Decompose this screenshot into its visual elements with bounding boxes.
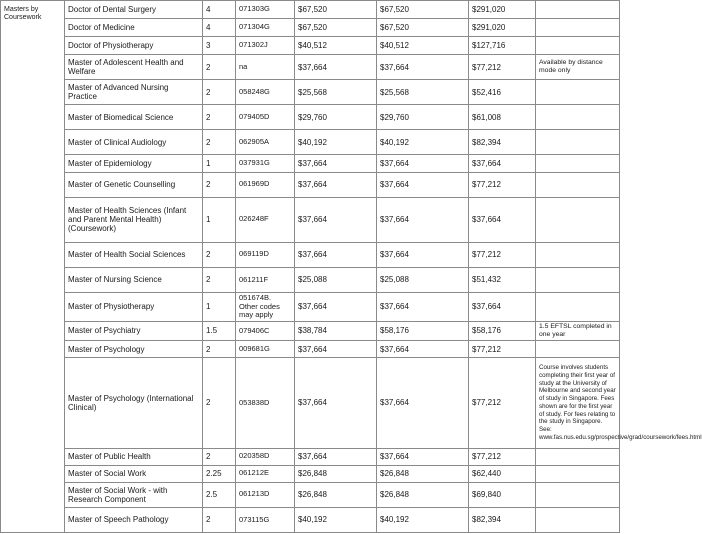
course-name-cell: Master of Psychology (International Clinical) — [65, 358, 203, 448]
course-name-cell: Master of Nursing Science — [65, 267, 203, 292]
total-fee-cell: $291,020 — [469, 19, 536, 37]
note-cell — [536, 465, 620, 482]
duration-cell: 2 — [203, 80, 236, 105]
total-fee-cell: $77,212 — [469, 55, 536, 80]
cricos-code-cell: 053838D — [236, 358, 295, 448]
table-row — [1, 465, 620, 482]
year-fee-cell: $58,176 — [377, 321, 469, 340]
table-row — [1, 267, 620, 292]
annual-fee-cell: $40,192 — [295, 130, 377, 155]
cricos-code-cell: 079406C — [236, 321, 295, 340]
table-row — [1, 55, 620, 80]
year-fee-cell: $25,088 — [377, 267, 469, 292]
annual-fee-cell: $37,664 — [295, 448, 377, 465]
annual-fee-cell: $25,088 — [295, 267, 377, 292]
annual-fee-cell: $37,664 — [295, 292, 377, 321]
table-row — [1, 130, 620, 155]
group-label: Masters by Coursework — [1, 1, 65, 533]
annual-fee-cell: $67,520 — [295, 19, 377, 37]
cricos-code-cell: na — [236, 55, 295, 80]
table-row — [1, 19, 620, 37]
annual-fee-cell: $37,664 — [295, 341, 377, 358]
duration-cell: 2.5 — [203, 482, 236, 507]
cricos-code-cell: 061212E — [236, 465, 295, 482]
note-cell — [536, 37, 620, 55]
duration-cell: 2 — [203, 358, 236, 448]
table-row — [1, 448, 620, 465]
cricos-code-cell: 058248G — [236, 80, 295, 105]
course-name-cell: Master of Social Work — [65, 465, 203, 482]
duration-cell: 4 — [203, 1, 236, 19]
total-fee-cell: $61,008 — [469, 105, 536, 130]
duration-cell: 1 — [203, 292, 236, 321]
cricos-code-cell: 026248F — [236, 197, 295, 242]
year-fee-cell: $40,512 — [377, 37, 469, 55]
duration-cell: 1.5 — [203, 321, 236, 340]
total-fee-cell: $69,840 — [469, 482, 536, 507]
course-name-cell: Master of Psychology — [65, 341, 203, 358]
duration-cell: 2 — [203, 267, 236, 292]
duration-cell: 2 — [203, 55, 236, 80]
note-cell — [536, 267, 620, 292]
note-cell: 1.5 EFTSL completed in one year — [536, 321, 620, 340]
year-fee-cell: $37,664 — [377, 55, 469, 80]
note-cell — [536, 482, 620, 507]
duration-cell: 2 — [203, 507, 236, 532]
cricos-code-cell: 071303G — [236, 1, 295, 19]
note-cell — [536, 105, 620, 130]
year-fee-cell: $67,520 — [377, 1, 469, 19]
annual-fee-cell: $29,760 — [295, 105, 377, 130]
course-name-cell: Doctor of Dental Surgery — [65, 1, 203, 19]
total-fee-cell: $52,416 — [469, 80, 536, 105]
annual-fee-cell: $37,664 — [295, 242, 377, 267]
note-cell — [536, 197, 620, 242]
course-name-cell: Master of Physiotherapy — [65, 292, 203, 321]
table-row — [1, 292, 620, 321]
table-row — [1, 80, 620, 105]
course-name-cell: Master of Health Sciences (Infant and Parent Mental Health)(Coursework) — [65, 197, 203, 242]
annual-fee-cell: $37,664 — [295, 197, 377, 242]
year-fee-cell: $37,664 — [377, 341, 469, 358]
table-row — [1, 341, 620, 358]
course-name-cell: Master of Speech Pathology — [65, 507, 203, 532]
total-fee-cell: $77,212 — [469, 358, 536, 448]
note-cell — [536, 341, 620, 358]
table-row — [1, 358, 620, 448]
cricos-code-cell: 061211F — [236, 267, 295, 292]
duration-cell: 2.25 — [203, 465, 236, 482]
total-fee-cell: $82,394 — [469, 507, 536, 532]
course-name-cell: Master of Biomedical Science — [65, 105, 203, 130]
table-row — [1, 507, 620, 532]
cricos-code-cell: 073115G — [236, 507, 295, 532]
annual-fee-cell: $37,664 — [295, 172, 377, 197]
course-name-cell: Master of Social Work - with Research Component — [65, 482, 203, 507]
total-fee-cell: $77,212 — [469, 242, 536, 267]
course-name-cell: Master of Health Social Sciences — [65, 242, 203, 267]
year-fee-cell: $67,520 — [377, 19, 469, 37]
cricos-code-cell: 061213D — [236, 482, 295, 507]
year-fee-cell: $37,664 — [377, 292, 469, 321]
duration-cell: 2 — [203, 242, 236, 267]
year-fee-cell: $37,664 — [377, 172, 469, 197]
note-cell — [536, 507, 620, 532]
note-cell — [536, 80, 620, 105]
cricos-code-cell: 061969D — [236, 172, 295, 197]
table-row — [1, 172, 620, 197]
cricos-code-cell: 062905A — [236, 130, 295, 155]
cricos-code-cell: 051674B. Other codes may apply — [236, 292, 295, 321]
year-fee-cell: $37,664 — [377, 242, 469, 267]
annual-fee-cell: $37,664 — [295, 358, 377, 448]
cricos-code-cell: 009681G — [236, 341, 295, 358]
note-cell — [536, 448, 620, 465]
cricos-code-cell: 069119D — [236, 242, 295, 267]
total-fee-cell: $37,664 — [469, 155, 536, 172]
year-fee-cell: $37,664 — [377, 448, 469, 465]
duration-cell: 2 — [203, 105, 236, 130]
total-fee-cell: $58,176 — [469, 321, 536, 340]
total-fee-cell: $51,432 — [469, 267, 536, 292]
table-row — [1, 482, 620, 507]
course-name-cell: Master of Adolescent Health and Welfare — [65, 55, 203, 80]
annual-fee-cell: $37,664 — [295, 155, 377, 172]
duration-cell: 2 — [203, 448, 236, 465]
total-fee-cell: $62,440 — [469, 465, 536, 482]
annual-fee-cell: $26,848 — [295, 465, 377, 482]
total-fee-cell: $37,664 — [469, 292, 536, 321]
annual-fee-cell: $37,664 — [295, 55, 377, 80]
course-name-cell: Master of Public Health — [65, 448, 203, 465]
annual-fee-cell: $40,192 — [295, 507, 377, 532]
course-name-cell: Master of Advanced Nursing Practice — [65, 80, 203, 105]
note-cell: Course involves students completing their first year of study at the University of Melbourne and second year of study in Singapore. Fees shown are for the first year of study. For fees relating to the study in Singapore. See: www.fas.nus.edu.sg/prospective/grad/coursework/fees.html — [536, 358, 620, 448]
year-fee-cell: $26,848 — [377, 465, 469, 482]
annual-fee-cell: $25,568 — [295, 80, 377, 105]
duration-cell: 3 — [203, 37, 236, 55]
duration-cell: 2 — [203, 172, 236, 197]
total-fee-cell: $77,212 — [469, 448, 536, 465]
table-row — [1, 155, 620, 172]
course-name-cell: Doctor of Medicine — [65, 19, 203, 37]
table-row — [1, 37, 620, 55]
duration-cell: 1 — [203, 197, 236, 242]
cricos-code-cell: 037931G — [236, 155, 295, 172]
year-fee-cell: $37,664 — [377, 155, 469, 172]
table-row — [1, 1, 620, 19]
cricos-code-cell: 079405D — [236, 105, 295, 130]
year-fee-cell: $40,192 — [377, 507, 469, 532]
annual-fee-cell: $38,784 — [295, 321, 377, 340]
note-cell — [536, 172, 620, 197]
note-cell — [536, 19, 620, 37]
course-name-cell: Doctor of Physiotherapy — [65, 37, 203, 55]
note-cell — [536, 130, 620, 155]
year-fee-cell: $40,192 — [377, 130, 469, 155]
table-row — [1, 105, 620, 130]
note-cell — [536, 242, 620, 267]
year-fee-cell: $37,664 — [377, 197, 469, 242]
duration-cell: 4 — [203, 19, 236, 37]
cricos-code-cell: 020358D — [236, 448, 295, 465]
total-fee-cell: $127,716 — [469, 37, 536, 55]
duration-cell: 2 — [203, 341, 236, 358]
total-fee-cell: $77,212 — [469, 172, 536, 197]
course-name-cell: Master of Genetic Counselling — [65, 172, 203, 197]
total-fee-cell: $77,212 — [469, 341, 536, 358]
total-fee-cell: $37,664 — [469, 197, 536, 242]
table-row — [1, 197, 620, 242]
cricos-code-cell: 071304G — [236, 19, 295, 37]
fee-rows — [1, 1, 702, 533]
course-name-cell: Master of Clinical Audiology — [65, 130, 203, 155]
annual-fee-cell: $40,512 — [295, 37, 377, 55]
annual-fee-cell: $67,520 — [295, 1, 377, 19]
total-fee-cell: $82,394 — [469, 130, 536, 155]
course-name-cell: Master of Psychiatry — [65, 321, 203, 340]
year-fee-cell: $37,664 — [377, 358, 469, 448]
year-fee-cell: $25,568 — [377, 80, 469, 105]
annual-fee-cell: $26,848 — [295, 482, 377, 507]
note-cell — [536, 1, 620, 19]
duration-cell: 2 — [203, 130, 236, 155]
note-cell: Available by distance mode only — [536, 55, 620, 80]
cricos-code-cell: 071302J — [236, 37, 295, 55]
note-cell — [536, 155, 620, 172]
year-fee-cell: $29,760 — [377, 105, 469, 130]
course-name-cell: Master of Epidemiology — [65, 155, 203, 172]
duration-cell: 1 — [203, 155, 236, 172]
note-cell — [536, 292, 620, 321]
total-fee-cell: $291,020 — [469, 1, 536, 19]
table-row — [1, 242, 620, 267]
year-fee-cell: $26,848 — [377, 482, 469, 507]
table-row — [1, 321, 620, 340]
